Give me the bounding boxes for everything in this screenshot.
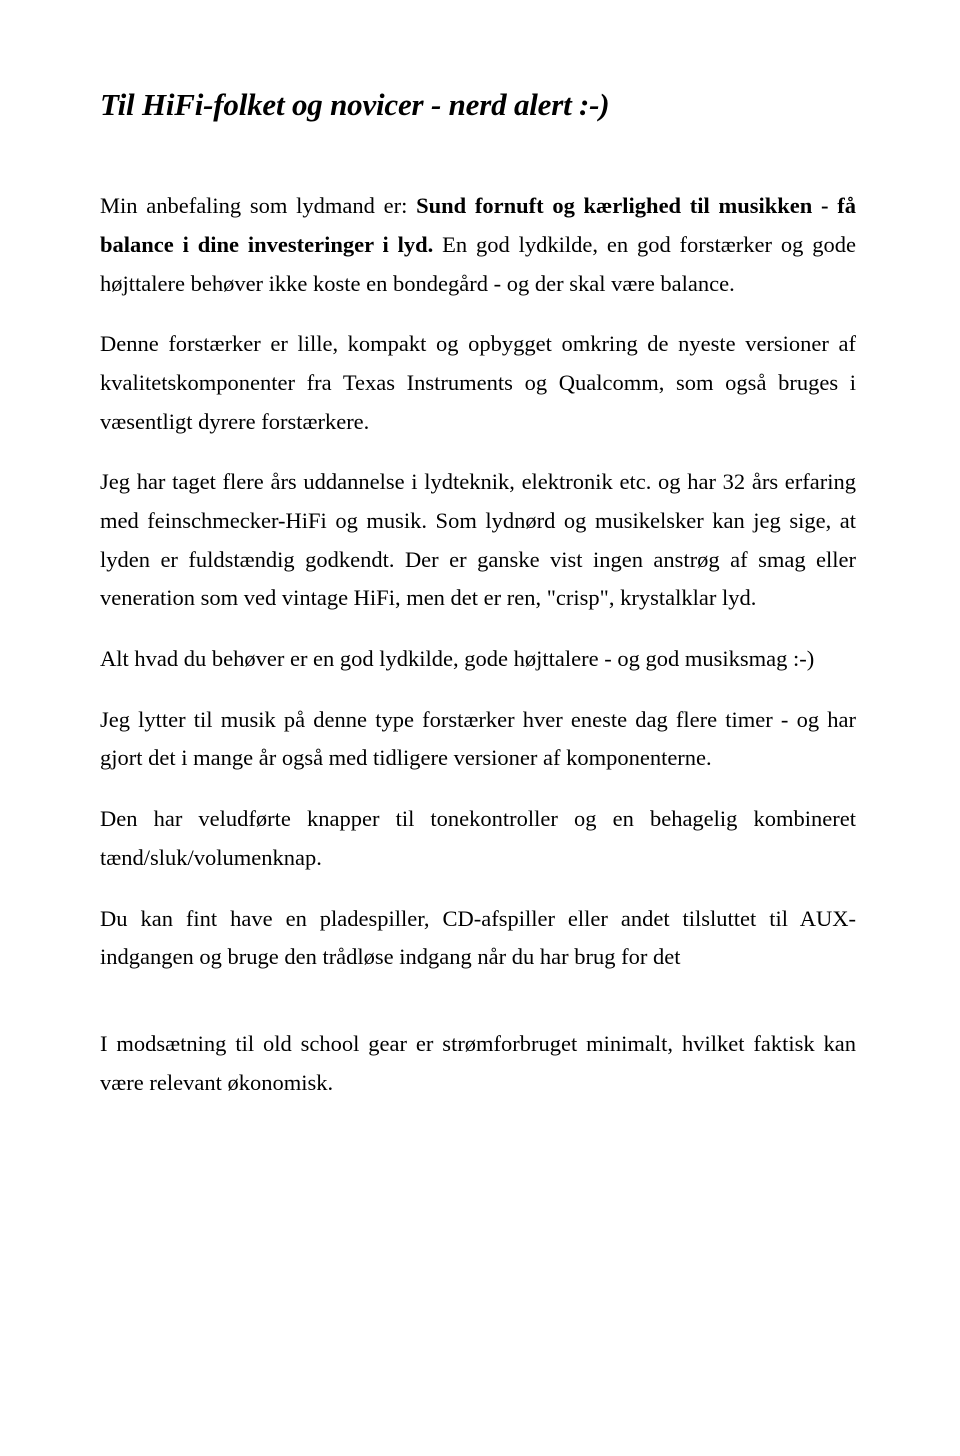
paragraph-intro-lead: Min anbefaling som lydmand er: [100, 193, 417, 219]
paragraph-listening-habits: Jeg lytter til musik på denne type forstærker hver eneste dag flere timer - og har gjort det i mange år også med tidligere versioner af komponenterne. [100, 706, 856, 771]
paragraph-amplifier-components: Denne forstærker er lille, kompakt og opbygget omkring de nyeste versioner af kvalitetskomponenter fra Texas Instruments og Qualcomm, som også bruges i væsentligt dyrere forstærkere. [100, 331, 856, 434]
paragraph-connectivity: Du kan fint have en pladespiller, CD-afspiller eller andet tilsluttet til AUX-indgangen og bruge den trådløse indgang når du har brug for det [100, 905, 856, 970]
paragraph-intro-rest: En god lydkilde, en god forstærker og gode højttalere behøver ikke koste en bondegård - og der skal være balance. [100, 231, 856, 296]
section-spacer [100, 999, 856, 1025]
paragraph-experience: Jeg har taget flere års uddannelse i lydteknik, elektronik etc. og har 32 års erfaring med feinschmecker-HiFi og musik. Som lydnørd og musikelsker kan jeg sige, at lyden er fuldstændig godkendt. Der er ganske vist ingen anstrøg af smag eller veneration som ved vintage HiFi, men det er ren, "crisp", krystalklar lyd. [100, 469, 856, 611]
paragraph-controls: Den har veludførte knapper til tonekontroller og en behagelig kombineret tænd/sluk/volumenknap. [100, 806, 856, 870]
paragraph-power-consumption: I modsætning til old school gear er strømforbruget minimalt, hvilket faktisk kan være relevant økonomisk. [100, 1030, 856, 1095]
paragraph-requirements: Alt hvad du behøver er en god lydkilde, gode højttalere - og god musiksmag :-) [100, 646, 815, 672]
paragraph-intro [100, 187, 856, 303]
page-title: Til HiFi-folket og novicer - nerd alert :-) [100, 87, 610, 122]
paragraph-intro-emphasis: Sund fornuft og kærlighed til musikken - få balance i dine investeringer i lyd. [100, 193, 856, 257]
